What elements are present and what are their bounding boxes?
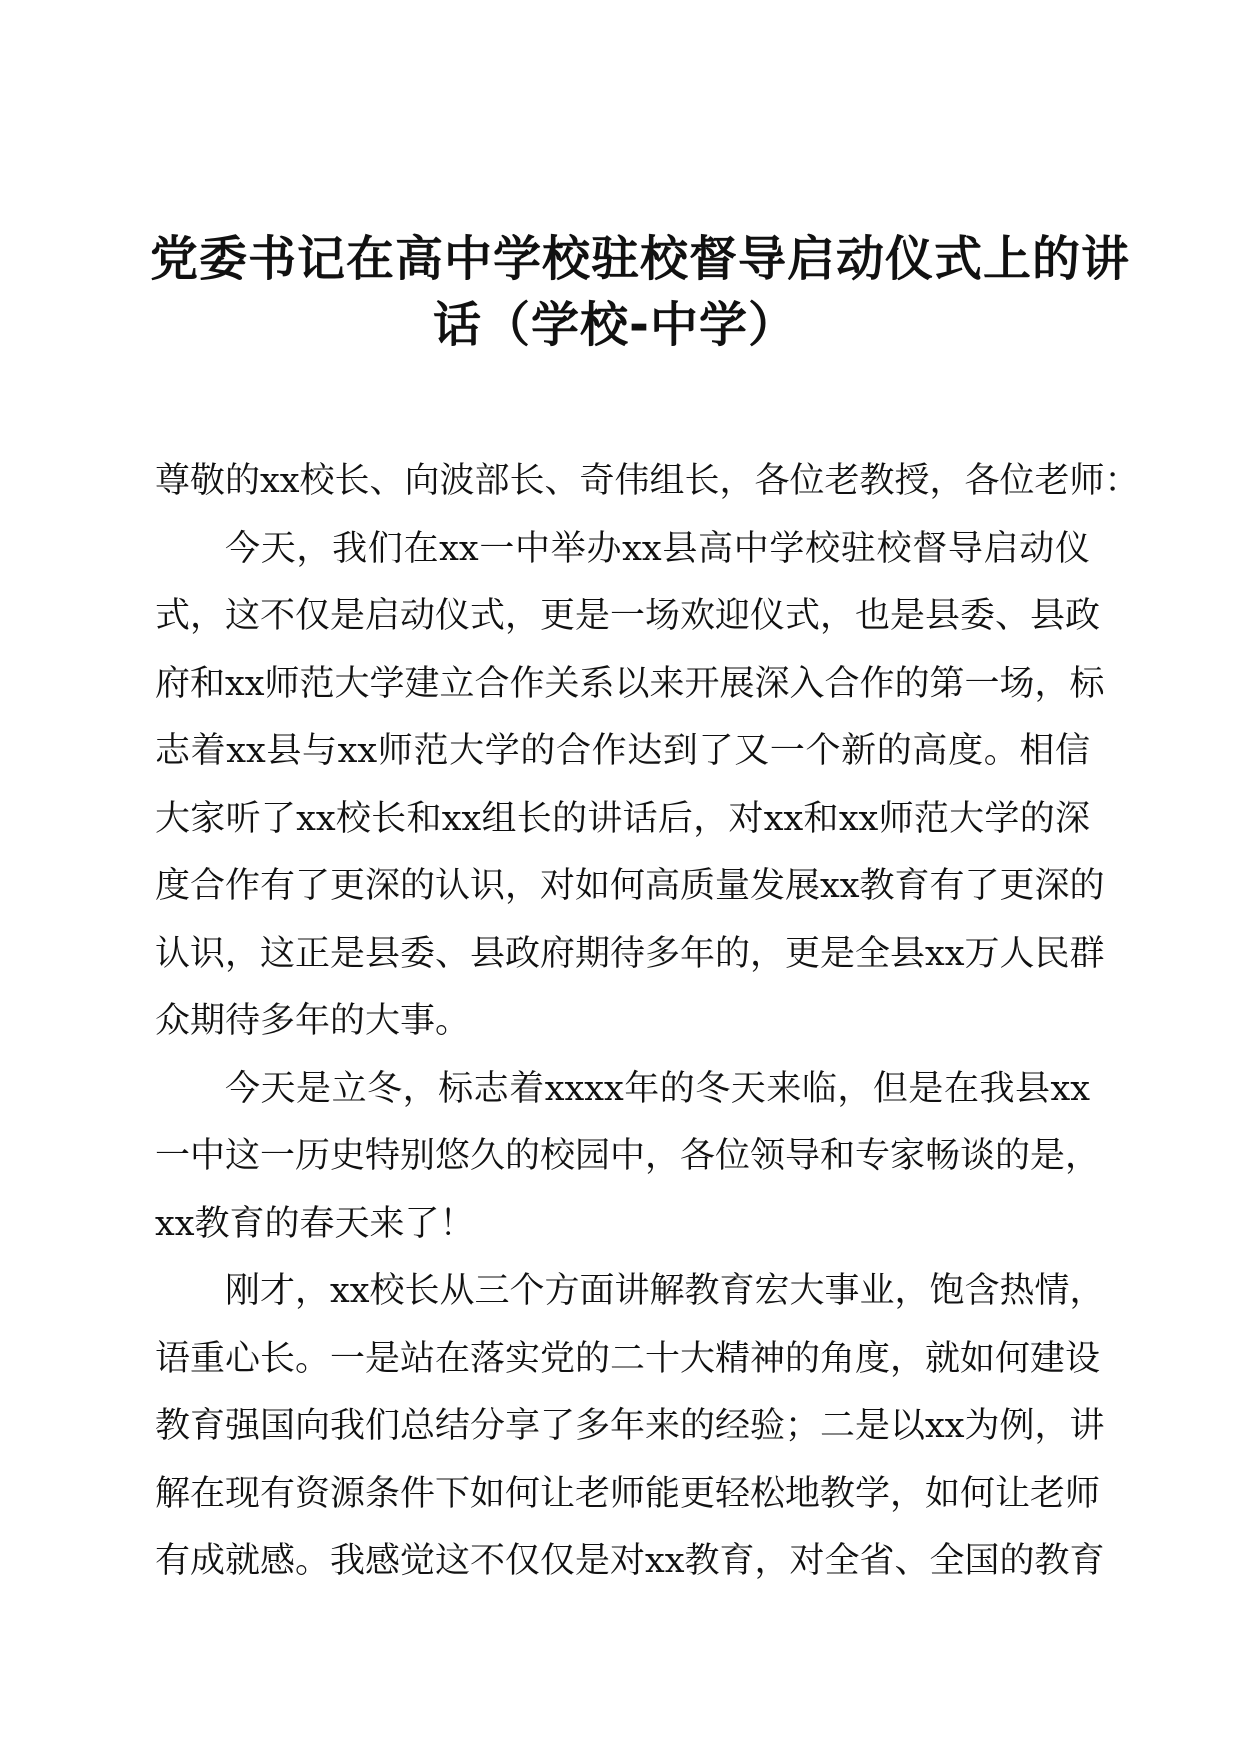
paragraph-1-line: 志着xx县与xx师范大学的合作达到了又一个新的高度。相信: [155, 731, 1090, 771]
paragraph-3-line: 有成就感。我感觉这不仅仅是对xx教育，对全省、全国的教育: [155, 1541, 1105, 1581]
document-title: [150, 226, 1131, 358]
paragraph-3-line: 教育强国向我们总结分享了多年来的经验；二是以xx为例，讲: [155, 1406, 1105, 1446]
paragraph-1-line: 认识，这正是县委、县政府期待多年的，更是全县xx万人民群: [155, 933, 1105, 974]
paragraph-1-line: 式，这不仅是启动仪式，更是一场欢迎仪式，也是县委、县政: [155, 596, 1101, 636]
document-body: [155, 448, 1140, 1596]
paragraph-1-line: 府和xx师范大学建立合作关系以来开展深入合作的第一场，标: [155, 663, 1105, 704]
paragraph-1-line: 大家听了xx校长和xx组长的讲话后，对xx和xx师范大学的深: [155, 798, 1090, 839]
paragraph-3-line: 语重心长。一是站在落实党的二十大精神的角度，就如何建设: [155, 1338, 1101, 1379]
paragraph-3-line: 刚才，xx校长从三个方面讲解教育宏大事业，饱含热情，: [225, 1271, 1105, 1311]
paragraph-2-line: 今天是立冬，标志着xxxx年的冬天来临，但是在我县xx: [225, 1068, 1090, 1109]
paragraph-1-line: 度合作有了更深的认识，对如何高质量发展xx教育有了更深的: [155, 866, 1105, 906]
title-line: 党委书记在高中学校驻校督导启动仪式上的讲: [150, 231, 1131, 287]
paragraph-1-line: 众期待多年的大事。: [155, 1001, 471, 1041]
title-line: 话（学校-中学）: [433, 297, 797, 353]
paragraph-1-line: 今天，我们在xx一中举办xx县高中学校驻校督导启动仪: [225, 528, 1090, 569]
paragraph-3-line: 解在现有资源条件下如何让老师能更轻松地教学，如何让老师: [155, 1473, 1101, 1514]
paragraph-2-line: 一中这一历史特别悠久的校园中，各位领导和专家畅谈的是，: [155, 1136, 1101, 1176]
salutation-line: 尊敬的xx校长、向波部长、奇伟组长，各位老教授，各位老师：: [155, 461, 1140, 501]
paragraph-2-line: xx教育的春天来了！: [155, 1203, 475, 1244]
